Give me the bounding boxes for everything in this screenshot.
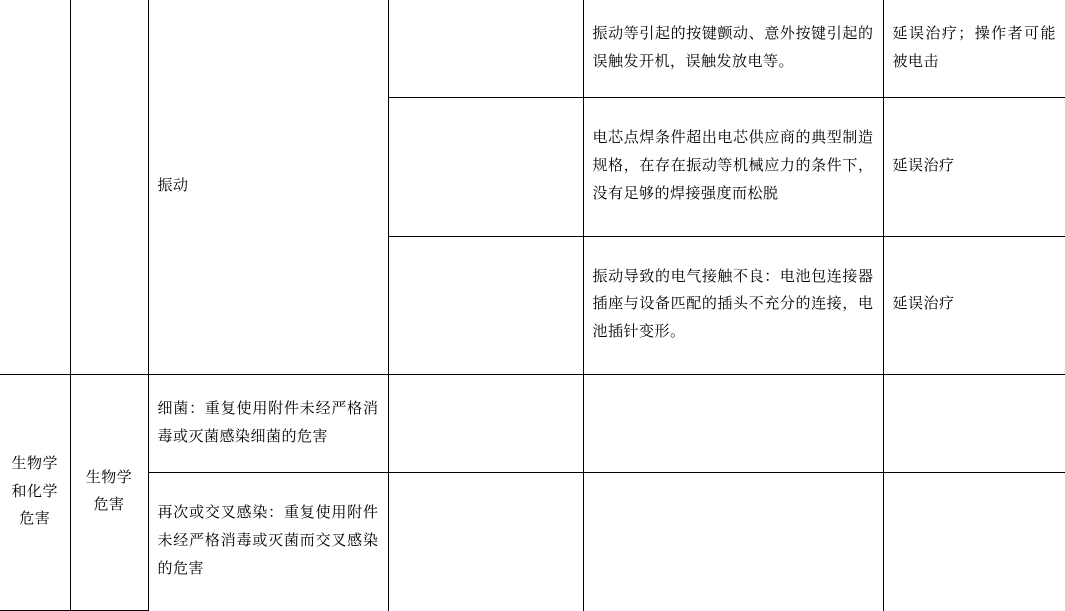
cell-col4 [388, 98, 583, 236]
cell-hazard-cause [148, 0, 388, 374]
cell-col4 [388, 374, 583, 472]
cell-hazard-sequence [583, 374, 883, 472]
cell-hazard-sequence: 电芯点焊条件超出电芯供应商的典型制造规格，在存在振动等机械应力的条件下，没有足够的焊接强度而松脱 [583, 98, 883, 236]
table-row [0, 374, 1065, 472]
cell-hazard-sequence: 振动导致的电气接触不良：电池包连接器插座与设备匹配的插头不充分的连接，电池插针变形。 [583, 236, 883, 374]
cell-hazard-category [0, 0, 70, 374]
cell-col4 [388, 473, 583, 611]
cell-hazard-situation [883, 473, 1065, 611]
cell-col4 [388, 236, 583, 374]
cell-col4 [388, 0, 583, 98]
cell-hazard-sequence: 振动等引起的按键颤动、意外按键引起的误触发开机，误触发放电等。 [583, 0, 883, 98]
cell-hazard-situation: 延误治疗；操作者可能被电击 [883, 0, 1065, 98]
cell-hazard-sequence [583, 473, 883, 611]
cell-hazard-type [70, 0, 148, 374]
cell-hazard-cause-text: 振动 [157, 178, 189, 195]
cell-hazard-cause: 细菌：重复使用附件未经严格消毒或灭菌感染细菌的危害 [148, 374, 388, 472]
cell-hazard-cause: 再次或交叉感染：重复使用附件未经严格消毒或灭菌而交叉感染的危害 [148, 473, 388, 611]
cell-hazard-situation: 延误治疗 [883, 98, 1065, 236]
table-row [0, 473, 1065, 611]
cell-hazard-category: 生物学和化学危害 [0, 374, 70, 610]
cell-hazard-situation [883, 374, 1065, 472]
table-row [0, 0, 1065, 98]
cell-hazard-situation: 延误治疗 [883, 236, 1065, 374]
cell-hazard-type: 生物学危害 [70, 374, 148, 610]
